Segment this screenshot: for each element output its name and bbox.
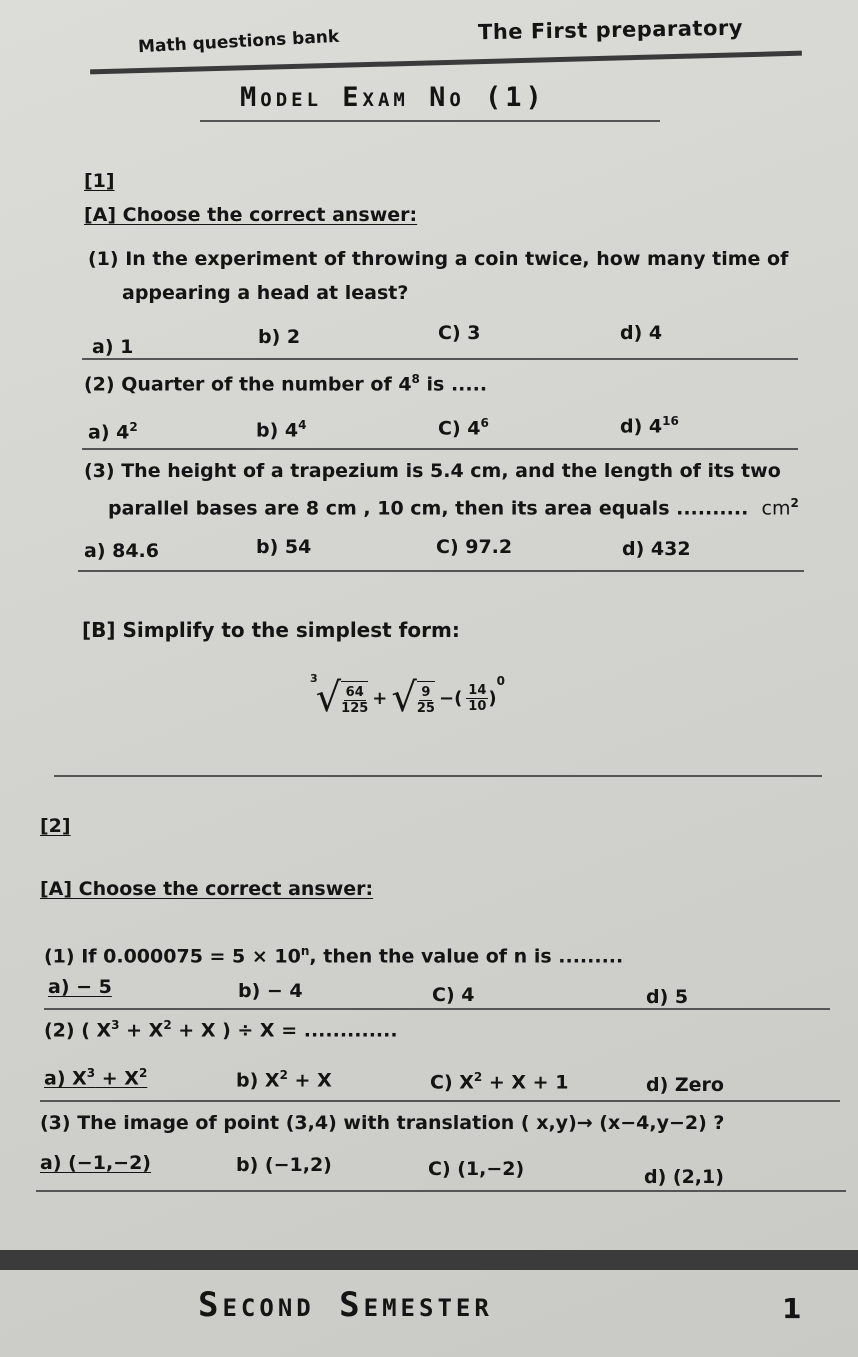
- s1-q3-rule: [78, 570, 804, 572]
- s2-q1-choice-d: d) 5: [646, 986, 689, 1008]
- s2-q1-rule: [44, 1008, 830, 1010]
- s2-q2-choice-b: [236, 1068, 332, 1091]
- s1-q1-line2: appearing a head at least?: [122, 282, 409, 304]
- s1-q3-choice-a: a) 84.6: [84, 540, 159, 562]
- fraction-14-10: [466, 683, 488, 714]
- frac1-den: 125: [341, 700, 369, 716]
- cube-root-sign: √: [315, 675, 342, 721]
- s1-q2-choice-d: [620, 414, 679, 437]
- s2-q2-a-exp2: 2: [138, 1066, 148, 1080]
- s1-q1-choice-c: C) 3: [438, 322, 481, 344]
- s2-q2-choice-c: [430, 1070, 568, 1093]
- s2-q2-c-text: C) X: [430, 1071, 474, 1094]
- s2-q2-a-exp1: 3: [86, 1066, 96, 1080]
- s1-q2-choice-c: [438, 416, 489, 439]
- simplify-expression: [310, 668, 505, 728]
- s2-q2-text-b: + X: [119, 1019, 164, 1042]
- s2-q3-rule: [36, 1190, 846, 1192]
- s1-q2-choice-a: [88, 420, 138, 443]
- s2-q2-choice-a: [44, 1066, 147, 1089]
- s1-q1-choice-b: b) 2: [258, 326, 301, 348]
- s1-q2-prefix: (2) Quarter of the number of 4: [84, 373, 412, 396]
- s2-q2-choice-d: d) Zero: [646, 1074, 724, 1096]
- plus-sign: +: [372, 687, 388, 709]
- s1-q2-choice-a-exp: 2: [129, 420, 138, 434]
- section-1-end-rule: [54, 775, 822, 777]
- s2-q2-rule: [40, 1100, 840, 1102]
- s1-q3-line1: (3) The height of a trapezium is 5.4 cm, and the length of its two: [84, 460, 781, 482]
- exam-title: Model Exam No (1): [240, 82, 546, 113]
- s2-q3-choice-b: b) (−1,2): [236, 1154, 332, 1176]
- s2-q2-e2: 2: [163, 1018, 172, 1032]
- s2-q2-c-exp1: 2: [473, 1070, 483, 1084]
- section-1b-heading: [B] Simplify to the simplest form:: [82, 618, 460, 642]
- s1-q2-choice-b-exp: 4: [298, 418, 307, 432]
- s1-q3-unit: cm: [761, 497, 791, 520]
- s2-q3-choice-d: d) (2,1): [644, 1166, 724, 1188]
- s2-q2-text-c: + X ) ÷ X = .............: [171, 1019, 398, 1042]
- s2-q1-choice-b: b) − 4: [238, 980, 303, 1002]
- frac3-num: 14: [468, 682, 487, 698]
- s1-q2-choice-d-exp: 16: [662, 414, 679, 428]
- s1-q3-choice-c: C) 97.2: [436, 536, 513, 558]
- s2-q2-e1: 3: [111, 1018, 120, 1032]
- footer-bar: [0, 1250, 858, 1270]
- frac2-den: 25: [416, 700, 435, 716]
- s1-q3-choice-b: b) 54: [256, 536, 312, 558]
- s2-q2-b-exp1: 2: [279, 1068, 288, 1082]
- close-paren: ): [488, 687, 497, 709]
- s2-q2-b-text: b) X: [236, 1069, 280, 1092]
- s1-q3-line2: [108, 496, 799, 519]
- section-1a-heading: [A] Choose the correct answer:: [84, 204, 418, 226]
- s1-q2-rule: [82, 448, 798, 450]
- s2-q2-c-text2: + X + 1: [482, 1071, 569, 1094]
- s1-q2-choice-b-label: b) 4: [256, 419, 299, 442]
- s2-q2-stem: [44, 1018, 398, 1041]
- s2-q3-stem: (3) The image of point (3,4) with translation ( x,y)→ (x−4,y−2) ?: [40, 1112, 725, 1134]
- footer-title: Second Semester: [198, 1285, 493, 1325]
- s2-q1-choice-c: C) 4: [432, 984, 475, 1006]
- s2-q1-exp: n: [300, 944, 310, 958]
- s1-q2-stem: [84, 372, 487, 395]
- section-2a-heading: [A] Choose the correct answer:: [40, 878, 374, 900]
- header-subject: Math questions bank: [137, 26, 340, 58]
- s1-q2-suffix: is .....: [419, 373, 488, 396]
- s2-q1-prefix: (1) If 0.000075 = 5 × 10: [44, 945, 301, 968]
- s1-q2-choice-c-label: C) 4: [438, 417, 481, 440]
- s2-q1-suffix: , then the value of n is .........: [309, 945, 624, 968]
- s2-q2-b-text2: + X: [287, 1069, 332, 1092]
- section-1-number: [1]: [84, 170, 115, 192]
- fraction-64-125: [341, 681, 368, 716]
- s1-q3-unit-exp: 2: [790, 496, 799, 510]
- s2-q3-choice-a: a) (−1,−2): [40, 1152, 151, 1174]
- header-rule: [90, 51, 802, 75]
- s1-q2-choice-c-exp: 6: [480, 416, 489, 430]
- frac2-num: 9: [421, 684, 431, 700]
- cube-root-index: 3: [310, 672, 318, 685]
- s2-q2-a-text: a) X: [44, 1067, 87, 1090]
- frac1-num: 64: [345, 684, 364, 700]
- frac3-den: 10: [468, 698, 487, 714]
- section-2-number: [2]: [40, 815, 71, 837]
- s1-q1-rule: [82, 358, 798, 360]
- s1-q1-line1: (1) In the experiment of throwing a coin twice, how many time of: [88, 248, 789, 270]
- page-number: 1: [782, 1292, 802, 1325]
- power-zero: 0: [496, 674, 505, 688]
- s2-q2-text-a: (2) ( X: [44, 1019, 112, 1042]
- s2-q1-stem: [44, 944, 623, 967]
- s2-q3-choice-c: C) (1,−2): [428, 1158, 525, 1180]
- s1-q1-choice-d: d) 4: [620, 322, 663, 344]
- s2-q2-a-text2: + X: [95, 1067, 139, 1090]
- s1-q1-choice-a: a) 1: [92, 336, 134, 358]
- s1-q2-choice-a-label: a) 4: [88, 421, 130, 444]
- header-grade: The First preparatory: [477, 15, 744, 45]
- s1-q2-choice-d-label: d) 4: [620, 415, 663, 438]
- s2-q1-choice-a: a) − 5: [48, 976, 112, 998]
- s1-q2-exp: 8: [411, 372, 420, 386]
- fraction-9-25: [417, 681, 435, 716]
- minus-open-paren: −(: [438, 687, 463, 709]
- s1-q3-line2-text: parallel bases are 8 cm , 10 cm, then its area equals ..........: [108, 497, 749, 520]
- s1-q2-choice-b: [256, 418, 306, 441]
- square-root-sign: √: [391, 675, 417, 721]
- title-underline: [200, 120, 660, 122]
- s1-q3-choice-d: d) 432: [622, 538, 691, 560]
